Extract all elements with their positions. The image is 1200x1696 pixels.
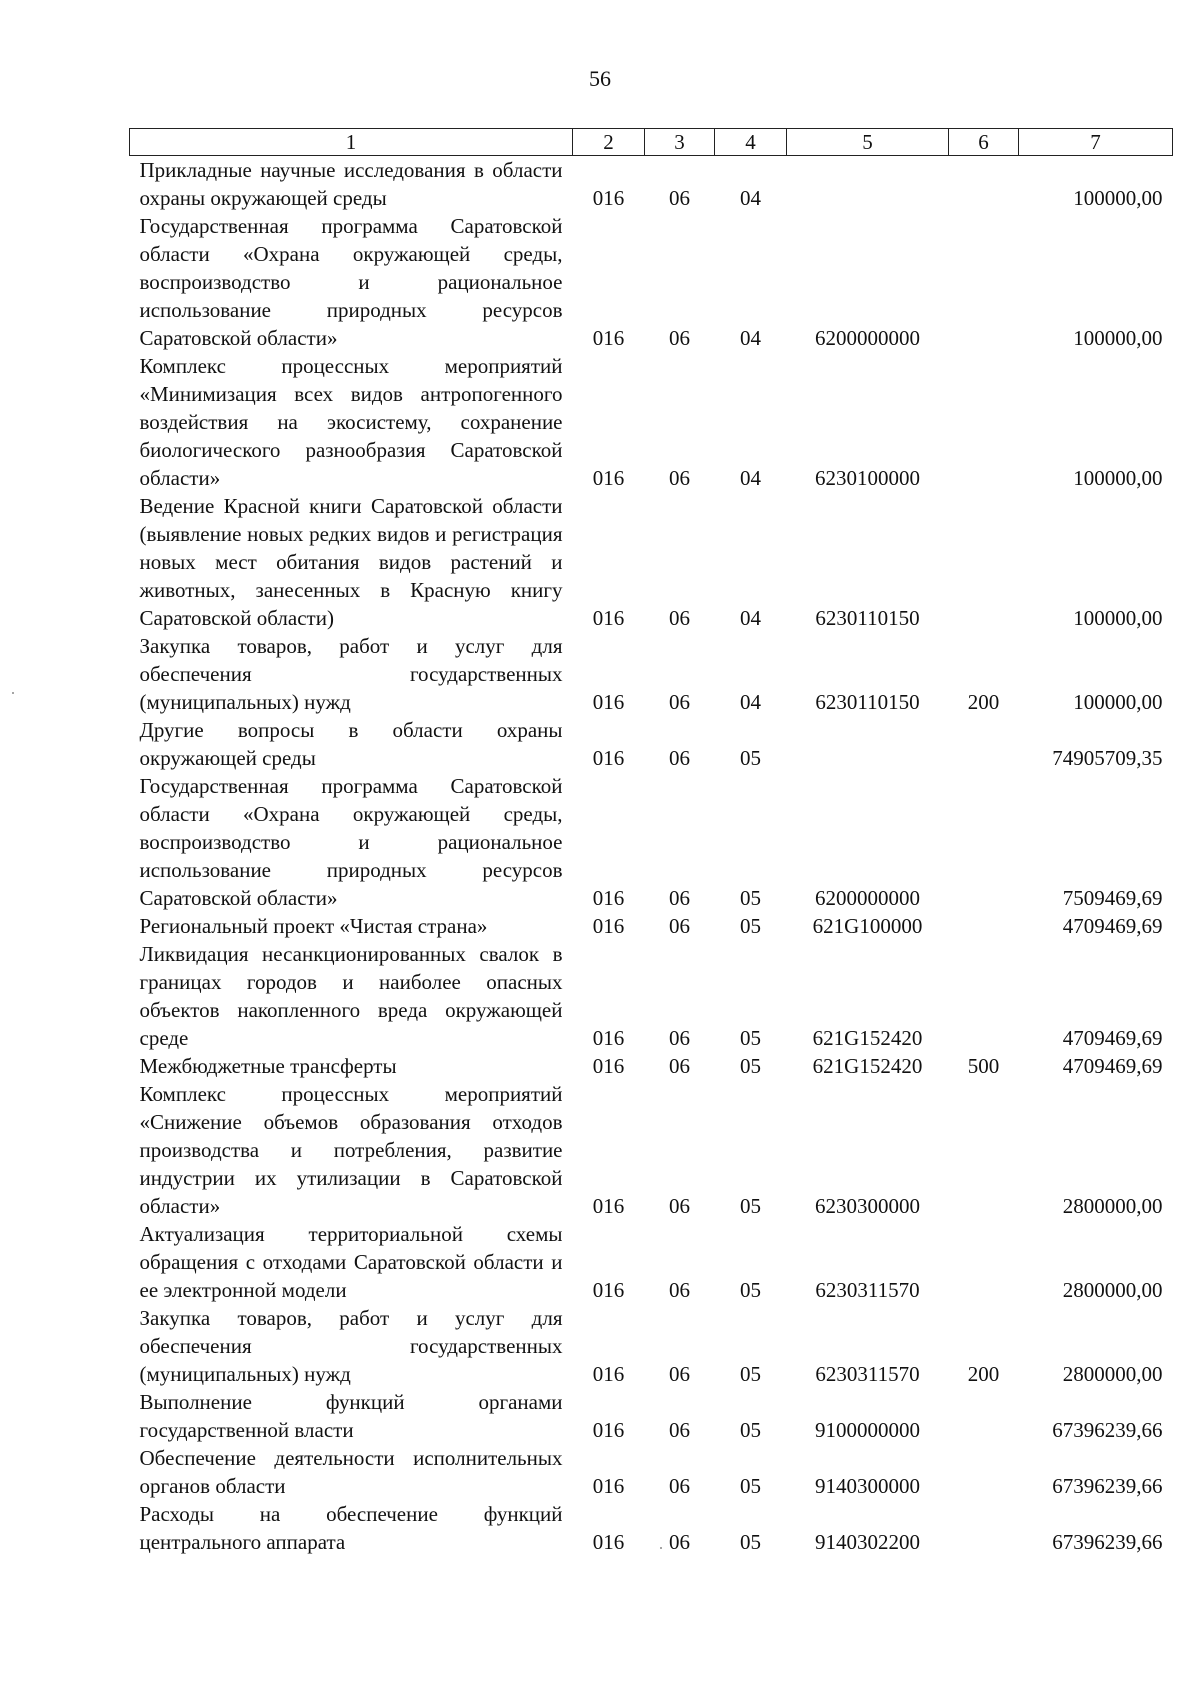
subsection-code: 04	[740, 690, 761, 714]
amount-value: 7509469,69	[1062, 886, 1163, 910]
section-code: 06	[669, 1026, 690, 1050]
table-row	[130, 352, 1173, 492]
table-header	[130, 129, 1173, 156]
row-description: Прикладные научные исследования в области охраны окружающей среды	[139, 158, 563, 210]
amount-value: 100000,00	[1073, 186, 1163, 210]
subsection-code: 05	[740, 914, 761, 938]
amount-value: 67396239,66	[1052, 1474, 1163, 1498]
row-description: Расходы на обеспечение функций центрального аппарата	[139, 1502, 563, 1554]
ministry-code: 016	[592, 1278, 625, 1302]
table-body	[130, 156, 1173, 1557]
amount-value: 100000,00	[1073, 606, 1163, 630]
amount-value: 74905709,35	[1052, 746, 1163, 770]
subsection-code: 05	[740, 1530, 761, 1554]
ministry-code: 016	[592, 1026, 625, 1050]
amount-value: 100000,00	[1073, 690, 1163, 714]
table-row	[130, 772, 1173, 912]
amount-value: 2800000,00	[1062, 1194, 1163, 1218]
target-article-code: 6230311570	[815, 1362, 920, 1386]
subsection-code: 05	[740, 886, 761, 910]
expense-type-code	[949, 1220, 1019, 1304]
amount-value: 67396239,66	[1052, 1418, 1163, 1442]
row-description: Выполнение функций органами государственной власти	[139, 1390, 563, 1442]
row-description: Государственная программа Саратовской области «Охрана окружающей среды, воспроизводство и рациональное использование природных ресурсов Саратовской области»	[139, 774, 563, 910]
table-row	[130, 1304, 1173, 1388]
subsection-code: 05	[740, 746, 761, 770]
column-header: 1	[130, 129, 573, 156]
column-header: 6	[949, 129, 1019, 156]
table-row	[130, 1388, 1173, 1444]
ministry-code: 016	[592, 1474, 625, 1498]
table-row	[130, 940, 1173, 1052]
column-header: 4	[715, 129, 787, 156]
row-description: Закупка товаров, работ и услуг для обеспечения государственных (муниципальных) нужд	[139, 1306, 563, 1386]
expense-type-code	[949, 772, 1019, 912]
table-row	[130, 716, 1173, 772]
row-description: Актуализация территориальной схемы обращения с отходами Саратовской области и ее электронной модели	[139, 1222, 563, 1302]
table-row	[130, 1220, 1173, 1304]
expense-type-code	[949, 940, 1019, 1052]
amount-value: 100000,00	[1073, 326, 1163, 350]
subsection-code: 04	[740, 466, 761, 490]
ministry-code: 016	[592, 1054, 625, 1078]
target-article-code: 621G100000	[812, 914, 923, 938]
scan-speck	[660, 1547, 662, 1549]
section-code: 06	[669, 1418, 690, 1442]
amount-value: 100000,00	[1073, 466, 1163, 490]
expense-type-code: 200	[967, 1362, 1000, 1386]
expense-type-code	[949, 156, 1019, 213]
table-row	[130, 1052, 1173, 1080]
table-row	[130, 156, 1173, 213]
target-article-code: 6230300000	[815, 1194, 920, 1218]
row-description: Обеспечение деятельности исполнительных органов области	[139, 1446, 563, 1498]
subsection-code: 04	[740, 606, 761, 630]
table-row	[130, 212, 1173, 352]
section-code: 06	[669, 1194, 690, 1218]
section-code: 06	[669, 914, 690, 938]
target-article-code: 6200000000	[815, 886, 920, 910]
expense-type-code	[949, 352, 1019, 492]
table-row	[130, 1500, 1173, 1556]
ministry-code: 016	[592, 326, 625, 350]
row-description: Закупка товаров, работ и услуг для обеспечения государственных (муниципальных) нужд	[139, 634, 563, 714]
target-article-code: 9140300000	[815, 1474, 920, 1498]
section-code: 06	[669, 606, 690, 630]
target-article-code: 6200000000	[815, 326, 920, 350]
section-code: 06	[669, 1362, 690, 1386]
subsection-code: 05	[740, 1418, 761, 1442]
row-description: Комплекс процессных мероприятий «Снижение объемов образования отходов производства и потребления, развитие индустрии их утилизации в Саратовской области»	[139, 1082, 563, 1218]
expense-type-code	[949, 716, 1019, 772]
ministry-code: 016	[592, 1362, 625, 1386]
section-code: 06	[669, 1054, 690, 1078]
ministry-code: 016	[592, 1194, 625, 1218]
amount-value: 2800000,00	[1062, 1362, 1163, 1386]
target-article-code: 9140302200	[815, 1530, 920, 1554]
row-description: Государственная программа Саратовской области «Охрана окружающей среды, воспроизводство и рациональное использование природных ресурсов Саратовской области»	[139, 214, 563, 350]
ministry-code: 016	[592, 1530, 625, 1554]
target-article-code: 6230100000	[815, 466, 920, 490]
target-article-code	[787, 716, 949, 772]
ministry-code: 016	[592, 606, 625, 630]
target-article-code: 6230110150	[815, 606, 920, 630]
amount-value: 4709469,69	[1062, 1054, 1163, 1078]
row-description: Комплекс процессных мероприятий «Минимизация всех видов антропогенного воздействия на экосистему, сохранение биологического разнообразия Саратовской области»	[139, 354, 563, 490]
ministry-code: 016	[592, 886, 625, 910]
ministry-code: 016	[592, 186, 625, 210]
target-article-code: 621G152420	[812, 1054, 923, 1078]
amount-value: 4709469,69	[1062, 1026, 1163, 1050]
ministry-code: 016	[592, 1418, 625, 1442]
row-description: Другие вопросы в области охраны окружающей среды	[139, 718, 563, 770]
target-article-code	[787, 156, 949, 213]
column-header: 3	[645, 129, 715, 156]
ministry-code: 016	[592, 914, 625, 938]
target-article-code: 621G152420	[812, 1026, 923, 1050]
section-code: 06	[669, 1530, 690, 1554]
subsection-code: 05	[740, 1194, 761, 1218]
table-row	[130, 1444, 1173, 1500]
section-code: 06	[669, 1278, 690, 1302]
ministry-code: 016	[592, 466, 625, 490]
amount-value: 4709469,69	[1062, 914, 1163, 938]
row-description: Региональный проект «Чистая страна»	[139, 914, 488, 938]
table-row	[130, 1080, 1173, 1220]
table-row	[130, 912, 1173, 940]
subsection-code: 04	[740, 326, 761, 350]
section-code: 06	[669, 690, 690, 714]
scan-speck	[12, 692, 14, 694]
ministry-code: 016	[592, 746, 625, 770]
subsection-code: 05	[740, 1362, 761, 1386]
expense-type-code	[949, 492, 1019, 632]
column-header: 2	[573, 129, 645, 156]
row-description: Ведение Красной книги Саратовской области (выявление новых редких видов и регистрация новых мест обитания видов растений и животных, занесенных в Красную книгу Саратовской области)	[139, 494, 563, 630]
subsection-code: 05	[740, 1054, 761, 1078]
budget-table	[129, 128, 1173, 1556]
subsection-code: 05	[740, 1474, 761, 1498]
section-code: 06	[669, 746, 690, 770]
target-article-code: 9100000000	[815, 1418, 920, 1442]
expense-type-code	[949, 1388, 1019, 1444]
expense-type-code	[949, 1080, 1019, 1220]
amount-value: 2800000,00	[1062, 1278, 1163, 1302]
ministry-code: 016	[592, 690, 625, 714]
section-code: 06	[669, 326, 690, 350]
amount-value: 67396239,66	[1052, 1530, 1163, 1554]
table-row	[130, 632, 1173, 716]
page-number: 56	[589, 66, 611, 91]
column-header: 7	[1019, 129, 1173, 156]
target-article-code: 6230311570	[815, 1278, 920, 1302]
section-code: 06	[669, 466, 690, 490]
row-description: Межбюджетные трансферты	[139, 1054, 397, 1078]
expense-type-code: 500	[967, 1054, 1000, 1078]
section-code: 06	[669, 886, 690, 910]
section-code: 06	[669, 186, 690, 210]
section-code: 06	[669, 1474, 690, 1498]
column-header: 5	[787, 129, 949, 156]
expense-type-code	[949, 1500, 1019, 1556]
subsection-code: 04	[740, 186, 761, 210]
expense-type-code: 200	[967, 690, 1000, 714]
table-row	[130, 492, 1173, 632]
target-article-code: 6230110150	[815, 690, 920, 714]
expense-type-code	[949, 1444, 1019, 1500]
row-description: Ликвидация несанкционированных свалок в границах городов и наиболее опасных объектов накопленного вреда окружающей среде	[139, 942, 563, 1050]
subsection-code: 05	[740, 1026, 761, 1050]
expense-type-code	[949, 912, 1019, 940]
subsection-code: 05	[740, 1278, 761, 1302]
expense-type-code	[949, 212, 1019, 352]
